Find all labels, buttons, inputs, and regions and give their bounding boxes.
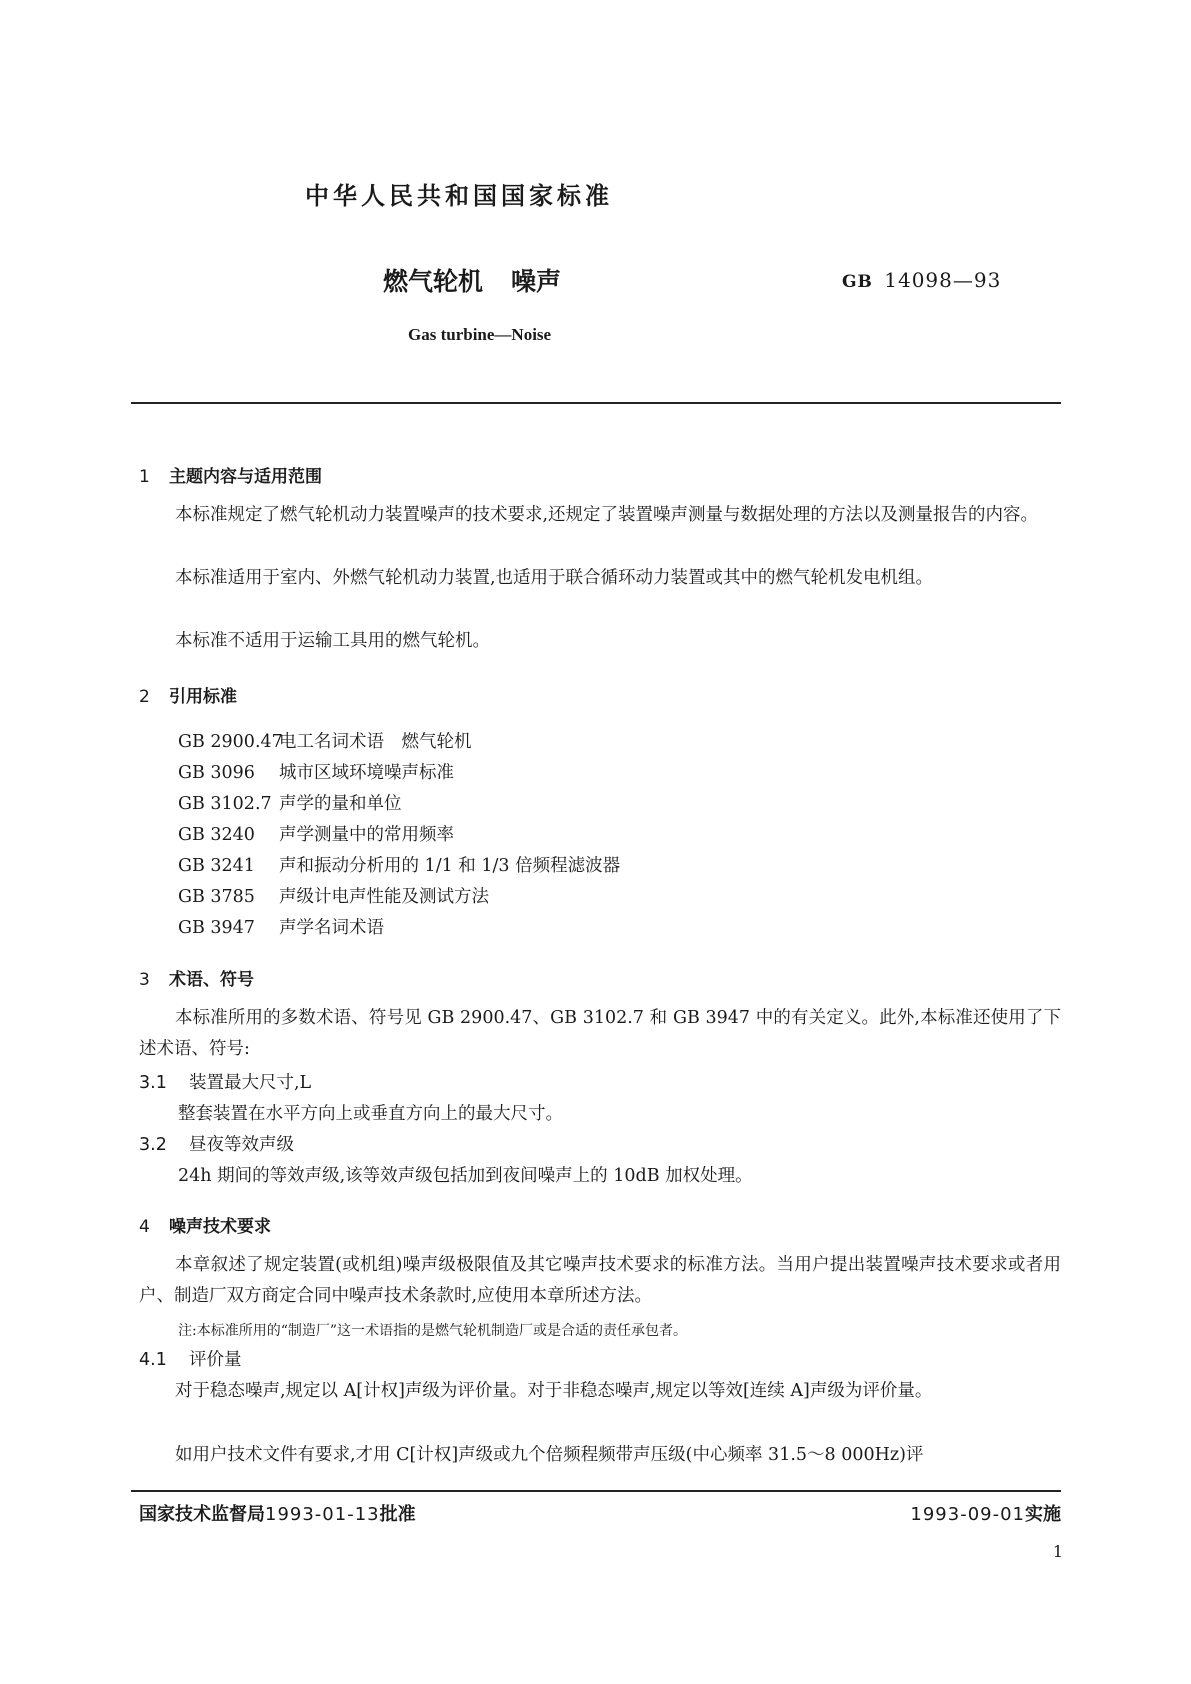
subsection-4-1-heading <box>139 1346 242 1371</box>
page-number: 1 <box>1052 1542 1063 1561</box>
standard-code <box>842 268 1001 292</box>
standard-code-number: 14098—93 <box>884 268 1002 292</box>
reference-code: GB 3096 <box>178 763 255 783</box>
reference-item <box>178 852 620 877</box>
reference-item <box>178 914 384 939</box>
approval-line <box>139 1500 416 1526</box>
standard-code-prefix: GB <box>842 272 873 292</box>
section-2-heading <box>139 682 237 707</box>
document-title-cn <box>383 262 561 298</box>
subsection-3-2-heading <box>139 1131 294 1156</box>
section-number: 1 <box>139 467 150 487</box>
impl-date: 1993-09-01 <box>910 1504 1025 1525</box>
section-4-para-3: 如用户技术文件有要求,才用 C[计权]声级或九个倍频程频带声压级(中心频率 31.5～8 000Hz)评 <box>175 1445 924 1465</box>
subsection-number: 3.2 <box>139 1135 167 1155</box>
section-1-para-1: 本标准规定了燃气轮机动力装置噪声的技术要求,还规定了装置噪声测量与数据处理的方法以及测量报告的内容。 <box>175 505 1039 525</box>
reference-name: 声和振动分析用的 1/1 和 1/3 倍频程滤波器 <box>279 856 621 876</box>
header-divider <box>131 402 1061 404</box>
section-number: 3 <box>139 970 150 990</box>
reference-item <box>178 790 402 815</box>
reference-code: GB 3241 <box>178 856 255 876</box>
reference-name: 城市区域环境噪声标准 <box>279 763 454 783</box>
subsection-title: 昼夜等效声级 <box>189 1135 294 1155</box>
subsection-3-1-text: 整套装置在水平方向上或垂直方向上的最大尺寸。 <box>178 1104 563 1124</box>
section-3-para-1: 本标准所用的多数术语、符号见 GB 2900.47、GB 3102.7 和 GB 3947 中的有关定义。此外,本标准还使用了下述术语、符号: <box>139 1008 1061 1059</box>
reference-item <box>178 759 454 784</box>
section-1-heading <box>139 462 322 487</box>
reference-name: 电工名词术语 燃气轮机 <box>279 732 472 752</box>
section-1-para-2: 本标准适用于室内、外燃气轮机动力装置,也适用于联合循环动力装置或其中的燃气轮机发电机组。 <box>175 568 934 588</box>
reference-name: 声学名词术语 <box>279 918 384 938</box>
section-number: 4 <box>139 1217 150 1237</box>
subsection-title: 评价量 <box>189 1350 242 1370</box>
title-cn-part1: 燃气轮机 <box>383 267 484 296</box>
subsection-3-1-heading <box>139 1069 311 1094</box>
national-standard-heading: 中华人民共和国国家标准 <box>305 182 613 210</box>
approve-date: 1993-01-13 <box>265 1504 380 1525</box>
reference-code: GB 3102.7 <box>178 794 272 814</box>
section-title: 主题内容与适用范围 <box>169 467 322 487</box>
reference-item <box>178 728 472 753</box>
section-4-para-1: 本章叙述了规定装置(或机组)噪声级极限值及其它噪声技术要求的标准方法。当用户提出装置噪声技术要求或者用户、制造厂双方商定合同中噪声技术条款时,应使用本章所述方法。 <box>139 1255 1061 1306</box>
reference-item <box>178 883 489 908</box>
reference-name: 声学的量和单位 <box>279 794 402 814</box>
section-4-note: 注:本标准所用的“制造厂”这一术语指的是燃气轮机制造厂或是合适的责任承包者。 <box>178 1323 688 1339</box>
impl-label: 实施 <box>1025 1504 1061 1525</box>
subsection-number: 4.1 <box>139 1350 167 1370</box>
approve-label: 批准 <box>379 1504 416 1525</box>
reference-item <box>178 821 454 846</box>
reference-code: GB 2900.47 <box>178 732 283 752</box>
reference-name: 声级计电声性能及测试方法 <box>279 887 489 907</box>
section-3-heading <box>139 965 254 990</box>
footer-divider <box>131 1490 1061 1492</box>
section-number: 2 <box>139 687 150 707</box>
reference-name: 声学测量中的常用频率 <box>279 825 454 845</box>
subsection-3-2-text: 24h 期间的等效声级,该等效声级包括加到夜间噪声上的 10dB 加权处理。 <box>178 1166 753 1186</box>
title-cn-part2: 噪声 <box>511 267 562 296</box>
section-4-para-2: 对于稳态噪声,规定以 A[计权]声级为评价量。对于非稳态噪声,规定以等效[连续 A]声级为评价量。 <box>175 1381 933 1401</box>
document-title-en: Gas turbine—Noise <box>408 325 552 344</box>
subsection-title: 装置最大尺寸,L <box>189 1073 312 1093</box>
reference-code: GB 3947 <box>178 918 255 938</box>
section-title: 引用标准 <box>169 687 237 707</box>
section-4-heading <box>139 1212 271 1237</box>
implementation-line <box>910 1500 1061 1526</box>
section-title: 噪声技术要求 <box>169 1217 271 1237</box>
section-title: 术语、符号 <box>169 970 254 990</box>
reference-code: GB 3785 <box>178 887 255 907</box>
reference-code: GB 3240 <box>178 825 255 845</box>
issuer: 国家技术监督局 <box>139 1504 265 1525</box>
subsection-number: 3.1 <box>139 1073 167 1093</box>
section-1-para-3: 本标准不适用于运输工具用的燃气轮机。 <box>175 631 490 651</box>
